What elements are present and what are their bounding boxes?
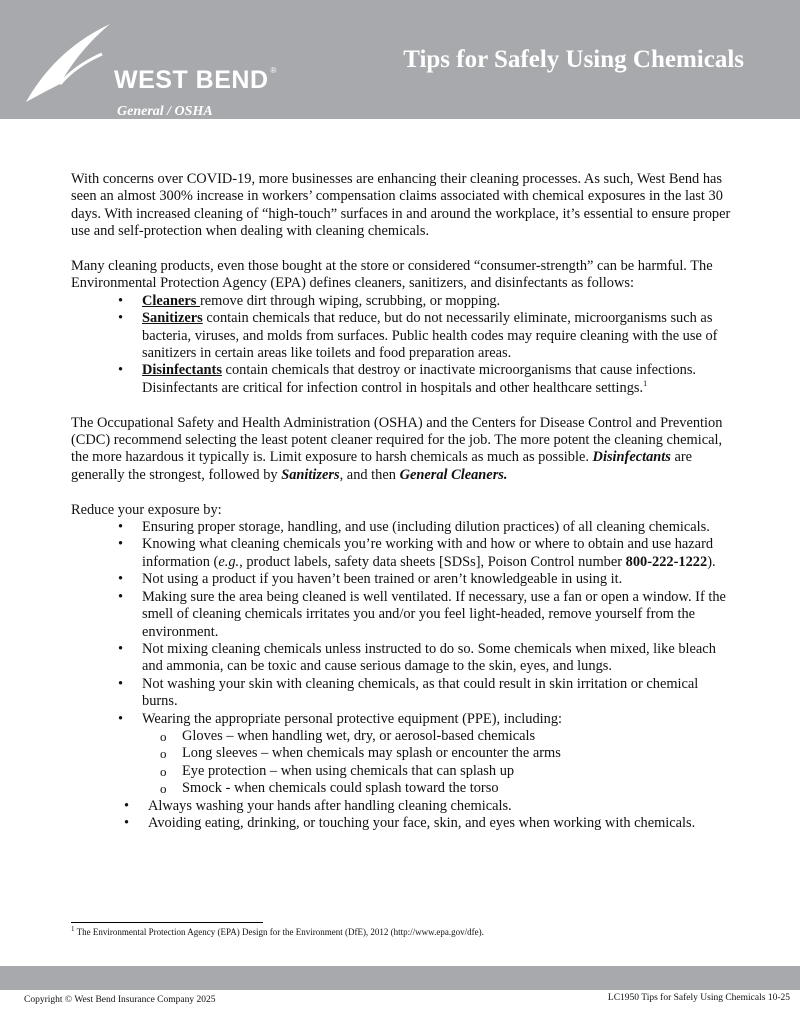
page-title: Tips for Safely Using Chemicals [403,46,744,73]
reduce-intro: Reduce your exposure by: [71,501,222,518]
list-item: • Always washing your hands after handling cleaning chemicals. [71,798,735,815]
definitions-intro: Many cleaning products, even those bought at the store or considered “consumer-strength” can be harmful. The Environmental Protection Agency (EPA) defines cleaners, sanitizers, and disinfectants as follows: [71,258,713,292]
logo-subtitle: General / OSHA [117,104,213,119]
poison-control-number: 800-222-1222 [625,553,708,570]
list-item: o Gloves – when handling wet, dry, or aerosol-based chemicals [71,728,735,745]
list-item: • Cleaners remove dirt through wiping, scrubbing, or mopping. [71,293,735,310]
footnote: $^1$ The Environmental Protection Agency (EPA) Design for the Environment (DfE), 2012 (http://www.epa.gov/dfe). [71,925,484,937]
osha-paragraph: The Occupational Safety and Health Administration (OSHA) and the Centers for Disease Control and Prevention (CDC) recommend selecting the least potent cleaner required for the job. The more potent the cleaning chemical, the more hazardous it typically is. Limit exposure to harsh chemicals as much as possible. Disinfectants are generally the strongest, followed by Sanitizers, and then General Cleaners. [71,414,723,483]
list-item: • Not using a product if you haven’t been trained or aren’t knowledgeable in using it. [71,571,735,588]
form-code: LC1950 Tips for Safely Using Chemicals 10-25 [607,993,790,1003]
swoosh-icon [22,14,132,114]
list-item: o Long sleeves – when chemicals may splash or encounter the arms [71,745,735,762]
header-banner [0,0,800,119]
definitions-list [71,293,735,397]
footnote-divider [71,922,263,923]
logo-wordmark: WEST BEND ® [114,66,277,94]
reduce-exposure-list-continued [71,798,735,833]
intro-paragraph: With concerns over COVID-19, more businesses are enhancing their cleaning processes. As such, West Bend has seen an almost 300% increase in workers’ compensation claims associated with chemical exposures in the last 30 days. With increased cleaning of “high-touch” surfaces in and around the workplace, it’s essential to ensure proper use and self-protection when dealing with cleaning chemicals. [71,171,731,240]
footer-bar [0,966,800,990]
reduce-exposure-list [71,519,735,728]
list-item: • Making sure the area being cleaned is well ventilated. If necessary, use a fan or open a window. If the smell of cleaning chemicals irritates you and/or you feel light-headed, remove yourself from the environment. [71,589,735,641]
list-item: • Sanitizers contain chemicals that reduce, but do not necessarily eliminate, microorganisms such as bacteria, viruses, and molds from surfaces. Public health codes may require cleaning with the use of sanitizers in certain areas like toilets and food preparation areas. [71,310,735,362]
list-item: • Knowing what cleaning chemicals you’re working with and how or where to obtain and use hazard information (e.g., product labels, safety data sheets [SDSs], Poison Control number 800-222-1222). [71,536,735,571]
list-item: o Eye protection – when using chemicals that can splash up [71,763,735,780]
document-body [71,171,735,832]
list-item: • Wearing the appropriate personal protective equipment (PPE), including: [71,711,735,728]
footnote-ref: 1 [643,379,648,389]
list-item: o Smock - when chemicals could splash toward the torso [71,780,735,797]
list-item: • Not mixing cleaning chemicals unless instructed to do so. Some chemicals when mixed, like bleach and ammonia, can be toxic and cause serious damage to the skin, eyes, and lungs. [71,641,735,676]
list-item: • Not washing your skin with cleaning chemicals, as that could result in skin irritation or chemical burns. [71,676,735,711]
ppe-list [71,728,735,798]
list-item: • Ensuring proper storage, handling, and use (including dilution practices) of all cleaning chemicals. [71,519,735,536]
list-item: • Avoiding eating, drinking, or touching your face, skin, and eyes when working with chemicals. [71,815,735,832]
west-bend-logo [22,14,322,119]
list-item: • Disinfectants contain chemicals that destroy or inactivate microorganisms that cause infections. Disinfectants are critical for infection control in hospitals and other healthcare settings.$^1$ [71,362,735,397]
copyright-text: Copyright © West Bend Insurance Company 2025 [24,995,216,1005]
